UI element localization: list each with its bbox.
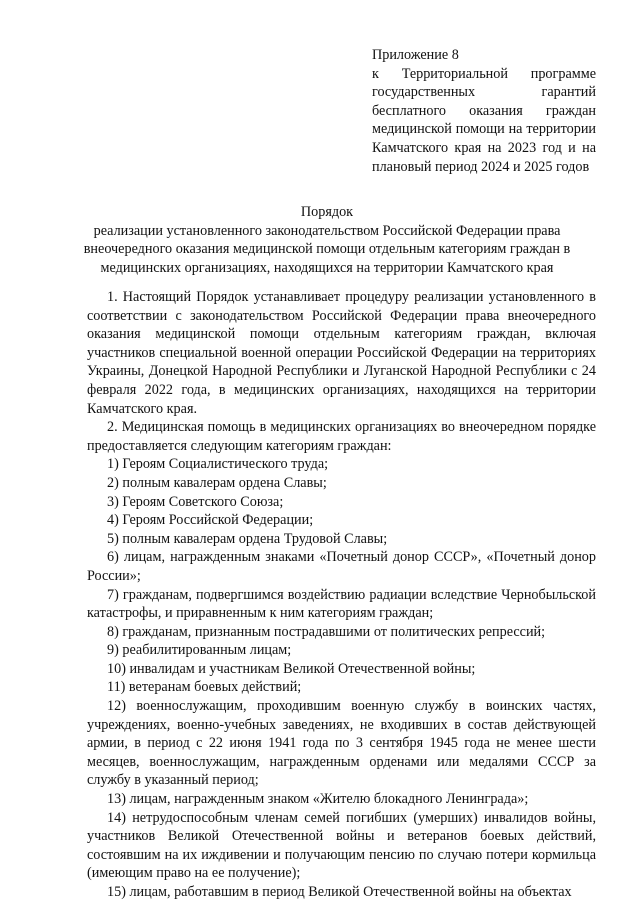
list-item: 7) гражданам, подвергшимся воздействию радиации вследствие Чернобыльской катастрофы, и приравненным к ним категориям граждан; [87, 586, 596, 622]
list-item: 6) лицам, награжденным знаками «Почетный донор СССР», «Почетный донор России»; [87, 549, 596, 584]
list-item: 5) полным кавалерам ордена Трудовой Славы; [107, 530, 388, 547]
list-item: 12) военнослужащим, проходившим военную службу в воинских частях, учреждениях, военно-учебных заведениях, не входивших в состав действующей армии, в период с 22 июня 1941 года по 3 сентября 1945 года не менее шести месяцев, военнослужащим, награжденным орденами или медалями СССР за службу в указанный период; [87, 698, 596, 789]
list-item: 8) гражданам, признанным пострадавшими от политических репрессий; [107, 623, 546, 640]
appendix-reference: к Территориальной программе государственных гарантий бесплатного оказания граждан медицинской помощи на территории Камчатского края на 2023 год и на плановый период 2024 и 2025 годов [372, 65, 596, 175]
paragraph-2: 2. Медицинская помощь в медицинских организациях во внеочередном порядке предоставляется следующим категориям граждан: [87, 419, 596, 454]
list-item: 15) лицам, работавшим в период Великой Отечественной войны на объектах [107, 884, 572, 900]
list-item: 1) Героям Социалистического труда; [107, 456, 329, 473]
paragraph-1: 1. Настоящий Порядок устанавливает процедуру реализации установленного в соответствии с законодательством Российской Федерации права внеочередного оказания медицинской помощи отдельным категориям граждан, включая участников специальной военной операции Российской Федерации на территориях Украины, Донецкой Народной Республики и Луганской Народной Республики с 24 февраля 2022 года, в медицинских организациях, находящихся на территории Камчатского края. [87, 289, 596, 417]
list-item: 9) реабилитированным лицам; [107, 642, 292, 659]
list-item: 11) ветеранам боевых действий; [107, 679, 302, 696]
list-item: 13) лицам, награжденным знаком «Жителю блокадного Ленинграда»; [107, 791, 529, 808]
document-body [87, 288, 596, 902]
list-item: 4) Героям Российской Федерации; [107, 512, 314, 529]
appendix-number: Приложение 8 [372, 47, 459, 63]
list-item: 10) инвалидам и участникам Великой Отечественной войны; [107, 660, 476, 677]
list-item: 3) Героям Советского Союза; [107, 493, 284, 510]
list-item: 2) полным кавалерам ордена Славы; [107, 474, 327, 491]
title-subtitle: реализации установленного законодательством Российской Федерации права внеочередного оказания медицинской помощи отдельным категориям граждан в медицинских организациях, находящихся на территории Камчатского края [83, 222, 571, 276]
title-heading: Порядок [300, 204, 354, 220]
appendix-header [372, 46, 596, 176]
document-title [60, 203, 594, 277]
list-item: 14) нетрудоспособным членам семей погибших (умерших) инвалидов войны, участников Великой Отечественной войны и ветеранов боевых действий, состоявшим на их иждивении и получающим пенсию по случаю потери кормильца (имеющим право на ее получение); [87, 809, 596, 882]
